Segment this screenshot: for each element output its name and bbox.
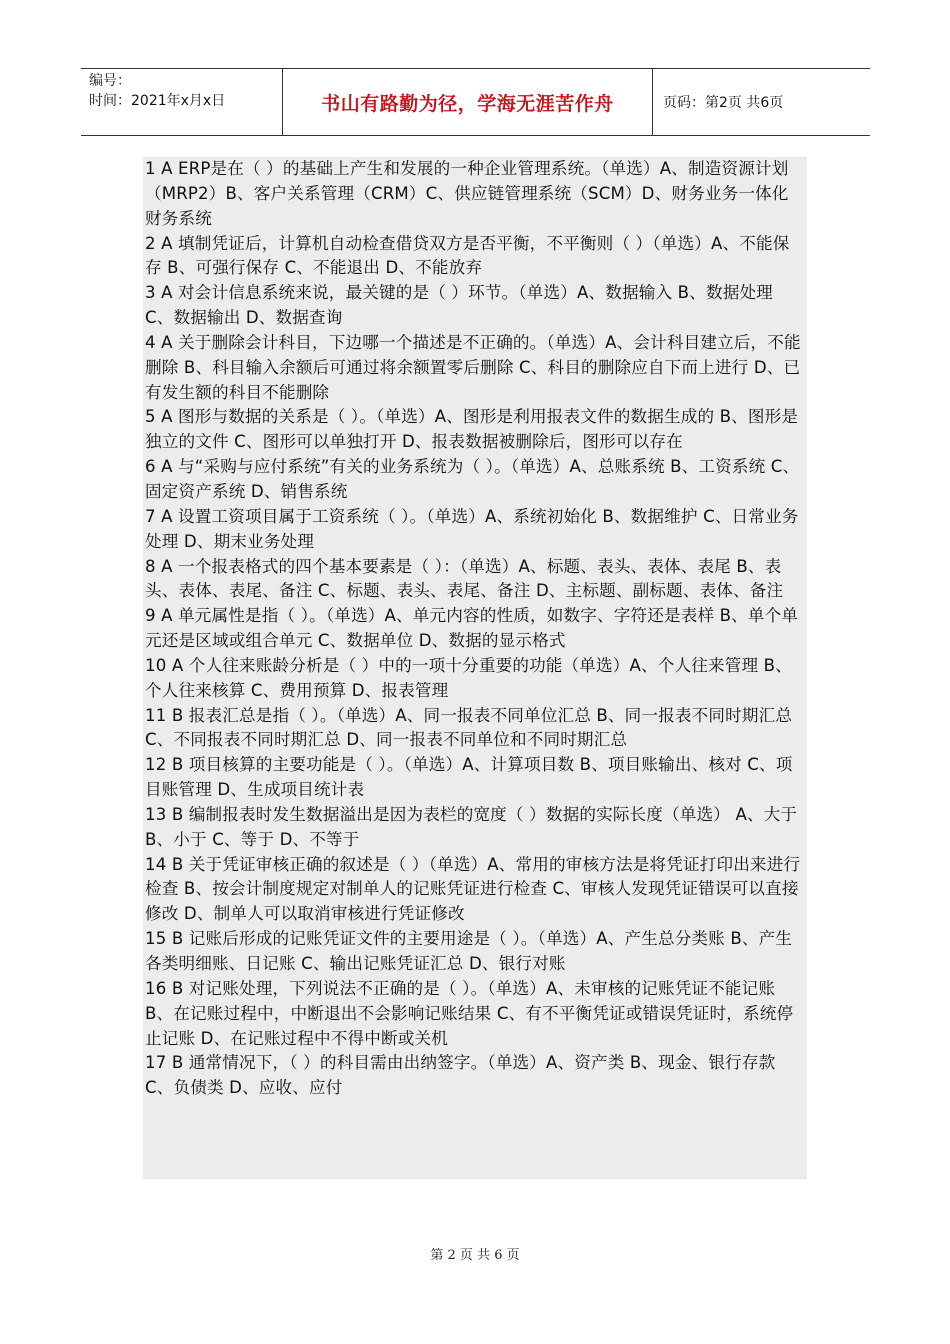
question-item: 1 A ERP是在（ ）的基础上产生和发展的一种企业管理系统。（单选）A、制造资源计划（MRP2）B、客户关系管理（CRM）C、供应链管理系统（SCM）D、财务业务一体化财务系统 — [145, 159, 789, 228]
header-info-cell — [81, 69, 283, 135]
question-list — [143, 157, 807, 1179]
question-item: 11 B 报表汇总是指（ ）。（单选）A、同一报表不同单位汇总 B、同一报表不同时期汇总 C、不同报表不同时期汇总 D、同一报表不同单位和不同时期汇总 — [145, 705, 793, 750]
question-item: 7 A 设置工资项目属于工资系统（ ）。（单选）A、系统初始化 B、数据维护 C、日常业务处理 D、期末业务处理 — [145, 506, 799, 551]
header-motto-cell — [283, 69, 653, 135]
page-footer: 第 2 页 共 6 页 — [430, 1248, 520, 1263]
question-item: 8 A 一个报表格式的四个基本要素是（ ）：（单选）A、标题、表头、表体、表尾 B、表头、表体、表尾、备注 C、标题、表头、表尾、备注 D、主标题、副标题、表体、备注 — [145, 556, 784, 601]
header-page-cell — [653, 69, 870, 135]
question-item: 6 A 与“采购与应付系统”有关的业务系统为（ ）。（单选）A、总账系统 B、工资系统 C、固定资产系统 D、销售系统 — [145, 457, 800, 501]
question-item: 13 B 编制报表时发生数据溢出是因为表栏的宽度（ ）数据的实际长度（单选） A、大于 B、小于 C、等于 D、不等于 — [145, 804, 798, 849]
document-number-label: 编号： — [89, 73, 131, 89]
question-item: 14 B 关于凭证审核正确的叙述是（ ）（单选）A、常用的审核方法是将凭证打印出来进行检查 B、按会计制度规定对制单人的记账凭证进行检查 C、审核人发现凭证错误可以直接修改 D、制单人可以取消审核进行凭证修改 — [145, 854, 801, 924]
question-item: 3 A 对会计信息系统来说，最关键的是（ ）环节。（单选）A、数据输入 B、数据处理 C、数据输出 D、数据查询 — [145, 283, 773, 328]
question-item: 2 A 填制凭证后，计算机自动检查借贷双方是否平衡，不平衡则（ ）（单选）A、不能保存 B、可强行保存 C、不能退出 D、不能放弃 — [145, 233, 790, 278]
question-item: 12 B 项目核算的主要功能是（ ）。（单选）A、计算项目数 B、项目账输出、核对 C、项目账管理 D、生成项目统计表 — [145, 755, 793, 800]
question-item: 10 A 个人往来账龄分析是（ ）中的一项十分重要的功能（单选）A、个人往来管理 B、个人往来核算 C、费用预算 D、报表管理 — [145, 655, 792, 700]
document-time-label: 时间：2021年x月x日 — [89, 93, 226, 109]
page-header — [81, 68, 870, 136]
question-item: 5 A 图形与数据的关系是（ ）。（单选）A、图形是利用报表文件的数据生成的 B、图形是独立的文件 C、图形可以单独打开 D、报表数据被删除后，图形可以存在 — [145, 407, 799, 452]
question-item: 16 B 对记账处理，下列说法不正确的是（ ）。（单选）A、未审核的记账凭证不能记账 B、在记账过程中，中断退出不会影响记账结果 C、有不平衡凭证或错误凭证时，系统停止记账 D、在记账过程中不得中断或关机 — [145, 978, 794, 1048]
question-item: 15 B 记账后形成的记账凭证文件的主要用途是（ ）。（单选）A、产生总分类账 B、产生各类明细账、日记账 C、输出记账凭证汇总 D、银行对账 — [145, 929, 793, 973]
question-item: 17 B 通常情况下，（ ）的科目需由出纳签字。（单选）A、资产类 B、现金、银行存款 C、负债类 D、应收、应付 — [145, 1053, 776, 1098]
question-item: 9 A 单元属性是指（ ）。（单选）A、单元内容的性质，如数字、字符还是表样 B、单个单元还是区域或组合单元 C、数据单位 D、数据的显示格式 — [145, 606, 799, 651]
header-page-number: 页码：第2页 共6页 — [663, 95, 784, 111]
question-item: 4 A 关于删除会计科目，下边哪一个描述是不正确的。（单选）A、会计科目建立后，不能删除 B、科目输入余额后可通过将余额置零后删除 C、科目的删除应自下而上进行 D、已有发生额的科目不能删除 — [145, 332, 801, 402]
header-motto: 书山有路勤为径，学海无涯苦作舟 — [321, 92, 614, 115]
